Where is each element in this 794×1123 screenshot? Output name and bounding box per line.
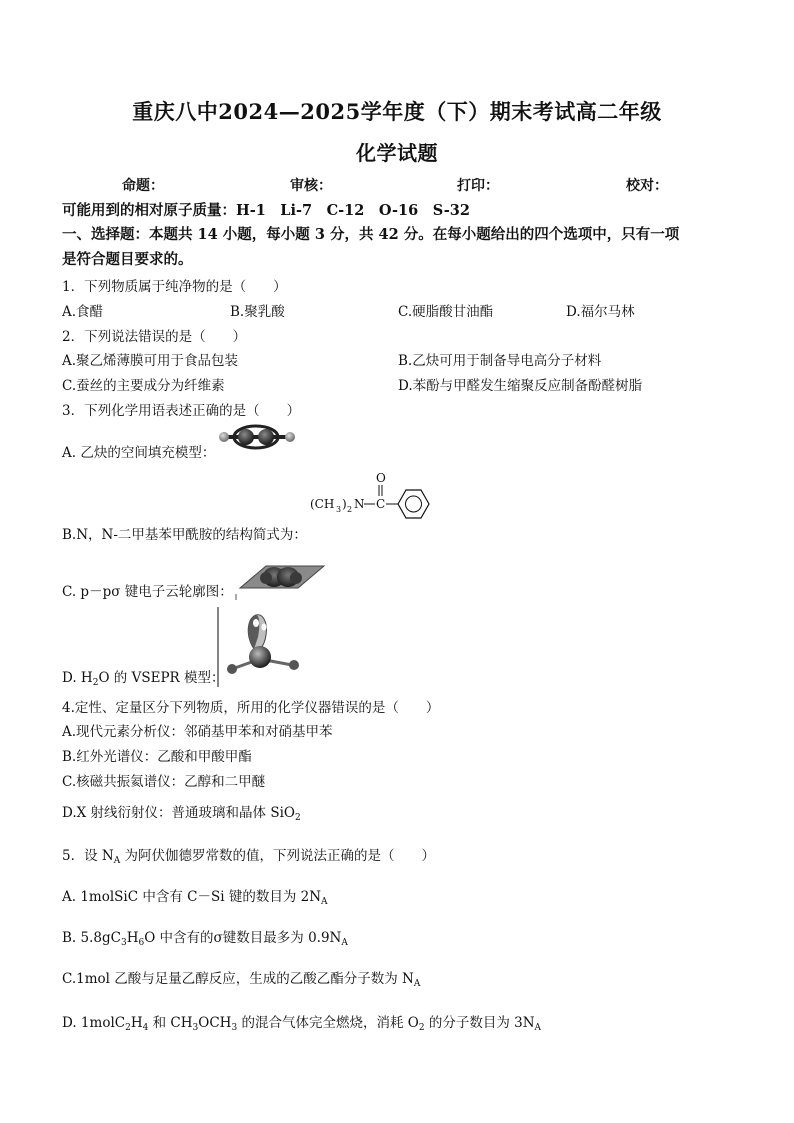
page-subtitle: 化学试题 [356, 141, 438, 165]
q4-option-d: D.X 射线衍射仪：普通玻璃和晶体 SiO$_2$ [62, 805, 301, 823]
role-proofreader: 校对： [626, 178, 668, 194]
q2-option-d: D.苯酚与甲醛发生缩聚反应制备酚醛树脂 [398, 378, 643, 394]
struct-paren: ) [342, 497, 347, 511]
water-vsepr-model [216, 607, 306, 691]
section-heading-line2: 是符合题目要求的。 [62, 251, 193, 268]
roles-row [0, 175, 794, 195]
q3-option-b: B.N，N-二甲基苯甲酰胺的结构简式为： [62, 527, 307, 543]
q5-option-a: A. 1molSiC 中含有 C－Si 键的数目为 $2N_A$ [62, 889, 328, 907]
q3-option-d: D. $H_2O$ 的 VSEPR 模型： [62, 670, 225, 688]
q1-option-d: D.福尔马林 [566, 304, 635, 320]
q3-stem: 3．下列化学用语表述正确的是（ ） [62, 403, 301, 419]
atomic-masses: 可能用到的相对原子质量：H-1 Li-7 C-12 O-16 S-32 [62, 202, 470, 219]
q2-stem: 2．下列说法错误的是（ ） [62, 329, 247, 345]
q4-option-b: B.红外光谱仪：乙酸和甲酸甲酯 [62, 749, 252, 765]
role-author: 命题： [122, 178, 164, 194]
struct-oxygen: O [376, 471, 386, 485]
q1-option-c: C.硬脂酸甘油酯 [398, 304, 494, 320]
struct-methyl-sub: 3 [336, 505, 342, 514]
q4-stem: 4.定性、定量区分下列物质，所用的化学仪器错误的是（ ） [62, 700, 440, 716]
page-title: 重庆八中2024—2025学年度（下）期末考试高二年级 [132, 99, 662, 124]
q5-option-d: D. $1molC_2H_4$ 和 $CH_3OCH_3$ 的混合气体完全燃烧，消耗 $O_2$ 的分子数目为 $3N_A$ [62, 1015, 542, 1033]
q5-option-b: B. $5.8gC_3H_6O$ 中含有的σ键数目最多为 $0.9N_A$ [62, 930, 348, 948]
q3-option-c: C. p－pσ 键电子云轮廓图： [62, 584, 233, 600]
section-heading-line1: 一、选择题：本题共 14 小题，每小题 3 分，共 42 分。在每小题给出的四个选项中，只有一项 [62, 226, 680, 243]
q1-stem: 1．下列物质属于纯净物的是（ ） [62, 279, 287, 295]
role-reviewer: 审核： [290, 178, 332, 194]
q4-option-c: C.核磁共振氦谱仪：乙醇和二甲醚 [62, 774, 266, 790]
struct-carbon: C [376, 497, 386, 511]
q2-option-c: C.蚕丝的主要成分为纤维素 [62, 378, 225, 394]
q5-stem: 5．设 $N_A$ 为阿伏伽德罗常数的值，下列说法正确的是（ ） [62, 848, 435, 866]
q1-option-a: A.食醋 [62, 304, 104, 320]
q5-option-c: C.1mol 乙酸与足量乙醇反应，生成的乙酸乙酯分子数为 $N_A$ [62, 971, 421, 989]
q2-option-a: A.聚乙烯薄膜可用于食品包装 [62, 353, 239, 369]
struct-paren-sub: 2 [347, 505, 353, 514]
q3-option-a: A. 乙炔的空间填充模型： [62, 445, 216, 461]
struct-methyl-prefix: (CH [310, 497, 335, 511]
struct-nitrogen: N [354, 497, 365, 511]
ethyne-space-filling-model [212, 423, 304, 457]
q2-option-b: B.乙炔可用于制备导电高分子材料 [398, 353, 602, 369]
dimethylbenzamide-structure [308, 470, 438, 542]
p-p-sigma-orbital-image [236, 558, 326, 600]
q4-option-a: A.现代元素分析仪：邻硝基甲苯和对硝基甲苯 [62, 724, 333, 740]
q1-option-b: B.聚乳酸 [230, 304, 285, 320]
role-printer: 打印： [457, 178, 499, 194]
